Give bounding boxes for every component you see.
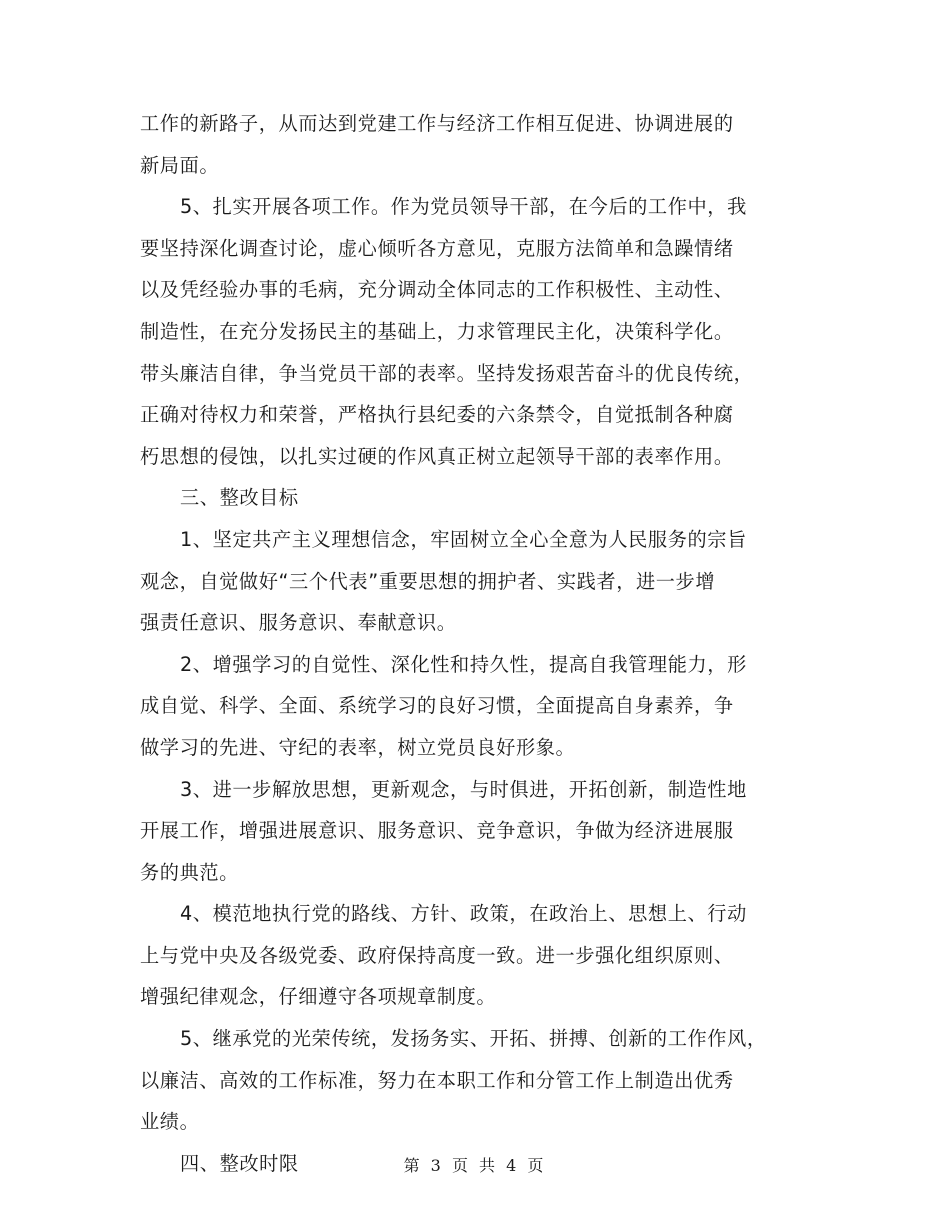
text-line: 4、模范地执行党的路线、方针、政策，在政治上、思想上、行动	[180, 902, 747, 926]
section-heading-goals	[140, 477, 820, 519]
text-line: 新局面。	[140, 153, 220, 177]
text-line: 带头廉洁自律，争当党员干部的表率。坚持发扬艰苦奋斗的优良传统，	[140, 361, 754, 385]
text-line: 5、扎实开展各项工作。作为党员领导干部，在今后的工作中，我	[180, 195, 747, 219]
text-line: 制造性，在充分发扬民主的基础上，力求管理民主化，决策科学化。	[140, 319, 734, 343]
text-line: 上与党中央及各级党委、政府保持高度一致。进一步强化组织原则、	[140, 943, 734, 967]
text-line: 2、增强学习的自觉性、深化性和持久性，提高自我管理能力，形	[180, 652, 747, 676]
text-line: 要坚持深化调查讨论，虚心倾听各方意见，克服方法简单和急躁情绪	[140, 236, 734, 260]
paragraph-goal-5	[140, 1018, 820, 1143]
paragraph-item-5	[140, 186, 820, 477]
document-body	[140, 103, 820, 1184]
text-line: 以廉洁、高效的工作标准，努力在本职工作和分管工作上制造出优秀	[140, 1068, 734, 1092]
paragraph-goal-4	[140, 893, 820, 1018]
text-line: 做学习的先进、守纪的表率，树立党员良好形象。	[140, 735, 576, 759]
text-line: 正确对待权力和荣誉，严格执行县纪委的六条禁令，自觉抵制各种腐	[140, 403, 734, 427]
text-line: 业绩。	[140, 1110, 200, 1134]
paragraph-continuation	[140, 103, 820, 186]
paragraph-goal-1	[140, 519, 820, 644]
page-number-footer: 第 3 页 共 4 页	[403, 1156, 547, 1175]
text-line: 工作的新路子，从而达到党建工作与经济工作相互促进、协调进展的	[140, 112, 734, 135]
text-line: 朽思想的侵蚀，以扎实过硬的作风真正树立起领导干部的表率作用。	[140, 444, 734, 468]
text-line: 以及凭经验办事的毛病，充分调动全体同志的工作积极性、主动性、	[140, 278, 734, 302]
text-line: 观念，自觉做好“三个代表”重要思想的拥护者、实践者，进一步增	[140, 569, 716, 593]
text-line: 务的典范。	[140, 860, 239, 884]
text-line: 1、坚定共产主义理想信念，牢固树立全心全意为人民服务的宗旨	[180, 527, 747, 551]
text-line: 强责任意识、服务意识、奉献意识。	[140, 611, 457, 635]
text-line: 开展工作，增强进展意识、服务意识、竞争意识，争做为经济进展服	[140, 819, 734, 843]
text-line: 增强纪律观念，仔细遵守各项规章制度。	[140, 985, 497, 1009]
paragraph-goal-2	[140, 644, 820, 769]
heading-line: 四、整改时限	[180, 1151, 299, 1175]
text-line: 成自觉、科学、全面、系统学习的良好习惯，全面提高自身素养，争	[140, 694, 734, 718]
heading-line: 三、整改目标	[180, 486, 299, 510]
paragraph-goal-3	[140, 769, 820, 894]
text-line: 5、继承党的光荣传统，发扬务实、开拓、拼搏、创新的工作作风，	[180, 1027, 767, 1051]
text-line: 3、进一步解放思想，更新观念，与时俱进，开拓创新，制造性地	[180, 777, 747, 801]
